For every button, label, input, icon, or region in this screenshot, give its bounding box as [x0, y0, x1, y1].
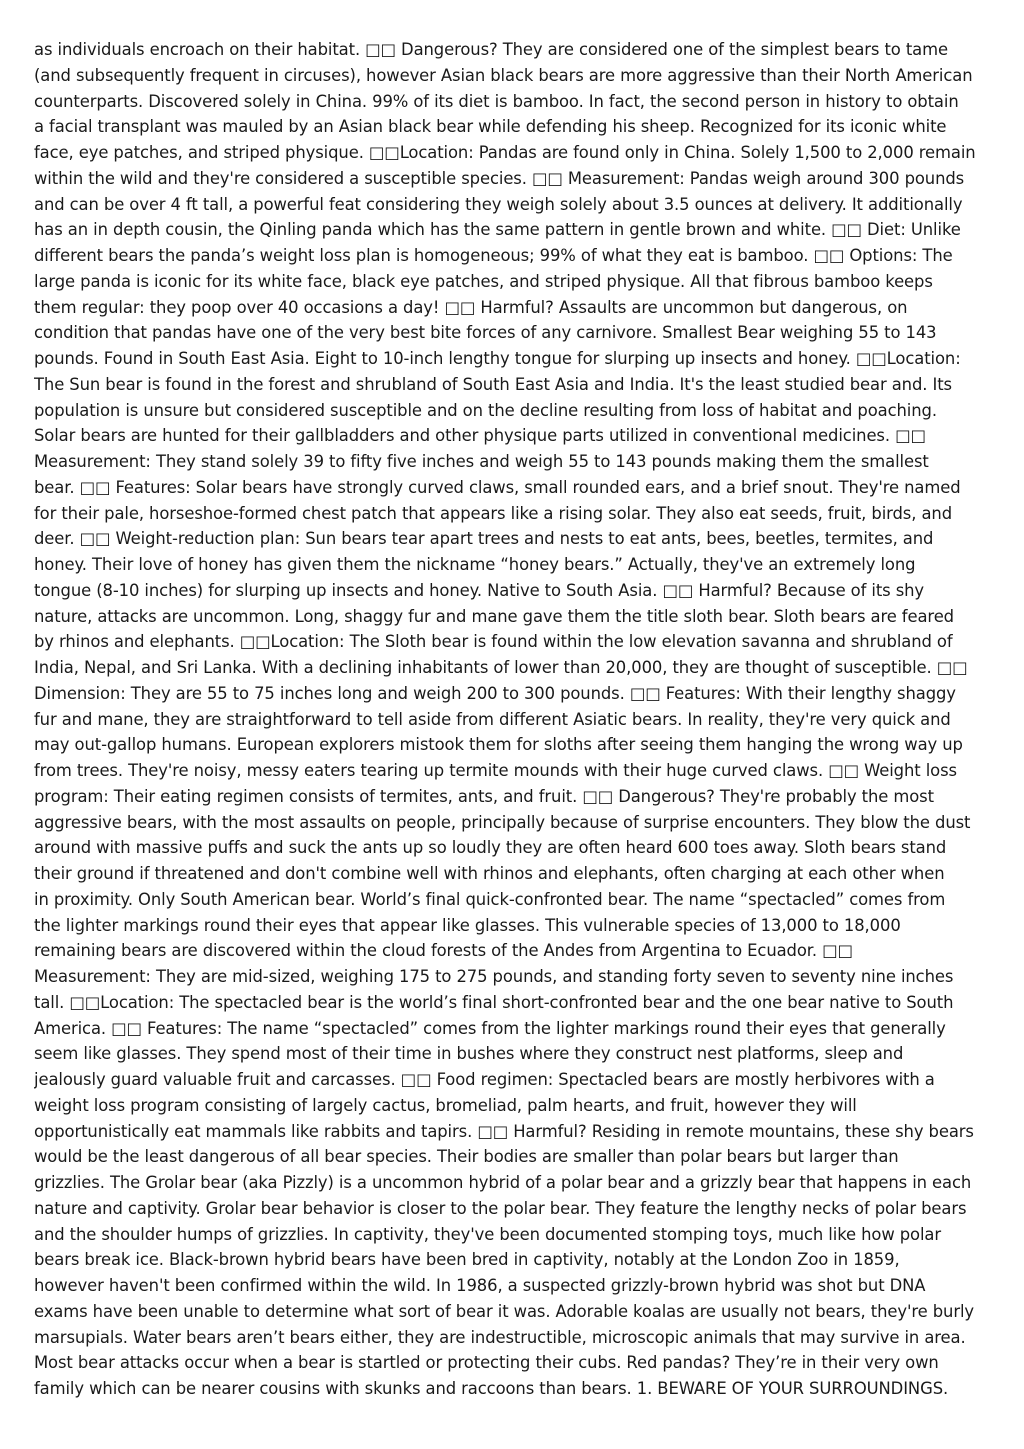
- document-page: [34, 37, 994, 1427]
- body-text: as individuals encroach on their habitat. □□ Dangerous? They are considered one of the simplest bears to tame (and subsequently frequent in circuses), however Asian black bears are more aggressive than their North American counterparts. Discovered solely in China. 99% of its diet is bamboo. In fact, the second person in history to obtain a facial transplant was mauled by an Asian black bear while defending his sheep. Recognized for its iconic white face, eye patches, and striped physique. □□Location: Pandas are found only in China. Solely 1,500 to 2,000 remain within the wild and they're considered a susceptible species. □□ Measurement: Pandas weigh around 300 pounds and can be over 4 ft tall, a powerful feat considering they weigh solely about 3.5 ounces at delivery. It additionally has an in depth cousin, the Qinling panda which has the same pattern in gentle brown and white. □□ Diet: Unlike different bears the panda’s weight loss plan is homogeneous; 99% of what they eat is bamboo. □□ Options: The large panda is iconic for its white face, black eye patches, and striped physique. All that fibrous bamboo keeps them regular: they poop over 40 occasions a day! □□ Harmful? Assaults are uncommon but dangerous, on condition that pandas have one of the very best bite forces of any carnivore. Smallest Bear weighing 55 to 143 pounds. Found in South East Asia. Eight to 10-inch lengthy tongue for slurping up insects and honey. □□Location: The Sun bear is found in the forest and shrubland of South East Asia and India. It's the least studied bear and. Its population is unsure but considered susceptible and on the decline resulting from loss of habitat and poaching. Solar bears are hunted for their gallbladders and other physique parts utilized in conventional medicines. □□ Measurement: They stand solely 39 to fifty five inches and weigh 55 to 143 pounds making them the smallest bear. □□ Features: Solar bears have strongly curved claws, small rounded ears, and a brief snout. They're named for their pale, horseshoe-formed chest patch that appears like a rising solar. They also eat seeds, fruit, birds, and deer. □□ Weight-reduction plan: Sun bears tear apart trees and nests to eat ants, bees, beetles, termites, and honey. Their love of honey has given them the nickname “honey bears.” Actually, they've an extremely long tongue (8-10 inches) for slurping up insects and honey. Native to South Asia. □□ Harmful? Because of its shy nature, attacks are uncommon. Long, shaggy fur and mane gave them the title sloth bear. Sloth bears are feared by rhinos and elephants. □□Location: The Sloth bear is found within the low elevation savanna and shrubland of India, Nepal, and Sri Lanka. With a declining inhabitants of lower than 20,000, they are thought of susceptible. □□ Dimension: They are 55 to 75 inches long and weigh 200 to 300 pounds. □□ Features: With their lengthy shaggy fur and mane, they are straightforward to tell aside from different Asiatic bears. In reality, they're very quick and may out-gallop humans. European explorers mistook them for sloths after seeing them hanging the wrong way up from trees. They're noisy, messy eaters tearing up termite mounds with their huge curved claws. □□ Weight loss program: Their eating regimen consists of termites, ants, and fruit. □□ Dangerous? They're probably the most aggressive bears, with the most assaults on people, principally because of surprise encounters. They blow the dust around with massive puffs and suck the ants up so loudly they are often heard 600 toes away. Sloth bears stand their ground if threatened and don't combine well with rhinos and elephants, often charging at each other when in proximity. Only South American bear. World’s final quick-confronted bear. The name “spectacled” comes from the lighter markings round their eyes that appear like glasses. This vulnerable species of 13,000 to 18,000 remaining bears are discovered within the cloud forests of the Andes from Argentina to Ecuador. □□ Measurement: They are mid-sized, weighing 175 to 275 pounds, and standing forty seven to seventy nine inches tall. □□Location: The spectacled bear is the world’s final short-confronted bear and the one bear native to South America. □□ Features: The name “spectacled” comes from the lighter markings round their eyes that generally seem like glasses. They spend most of their time in bushes where they construct nest platforms, sleep and jealously guard valuable fruit and carcasses. □□ Food regimen: Spectacled bears are mostly herbivores with a weight loss program consisting of largely cactus, bromeliad, palm hearts, and fruit, however they will opportunistically eat mammals like rabbits and tapirs. □□ Harmful? Residing in remote mountains, these shy bears would be the least dangerous of all bear species. Their bodies are smaller than polar bears but larger than grizzlies. The Grolar bear (aka Pizzly) is a uncommon hybrid of a polar bear and a grizzly bear that happens in each nature and captivity. Grolar bear behavior is closer to the polar bear. They feature the lengthy necks of polar bears and the shoulder humps of grizzlies. In captivity, they've been documented stomping toys, much like how polar bears break ice. Black-brown hybrid bears have been bred in captivity, notably at the London Zoo in 1859, however haven't been confirmed within the wild. In 1986, a suspected grizzly-brown hybrid was shot but DNA exams have been unable to determine what sort of bear it was. Adorable koalas are usually not bears, they're burly marsupials. Water bears aren’t bears either, they are indestructible, microscopic animals that may survive in area. Most bear attacks occur when a bear is startled or protecting their cubs. Red pandas? They’re in their very own family which can be nearer cousins with skunks and raccoons than bears. 1. BEWARE OF YOUR SURROUNDINGS.: [34, 40, 976, 1398]
